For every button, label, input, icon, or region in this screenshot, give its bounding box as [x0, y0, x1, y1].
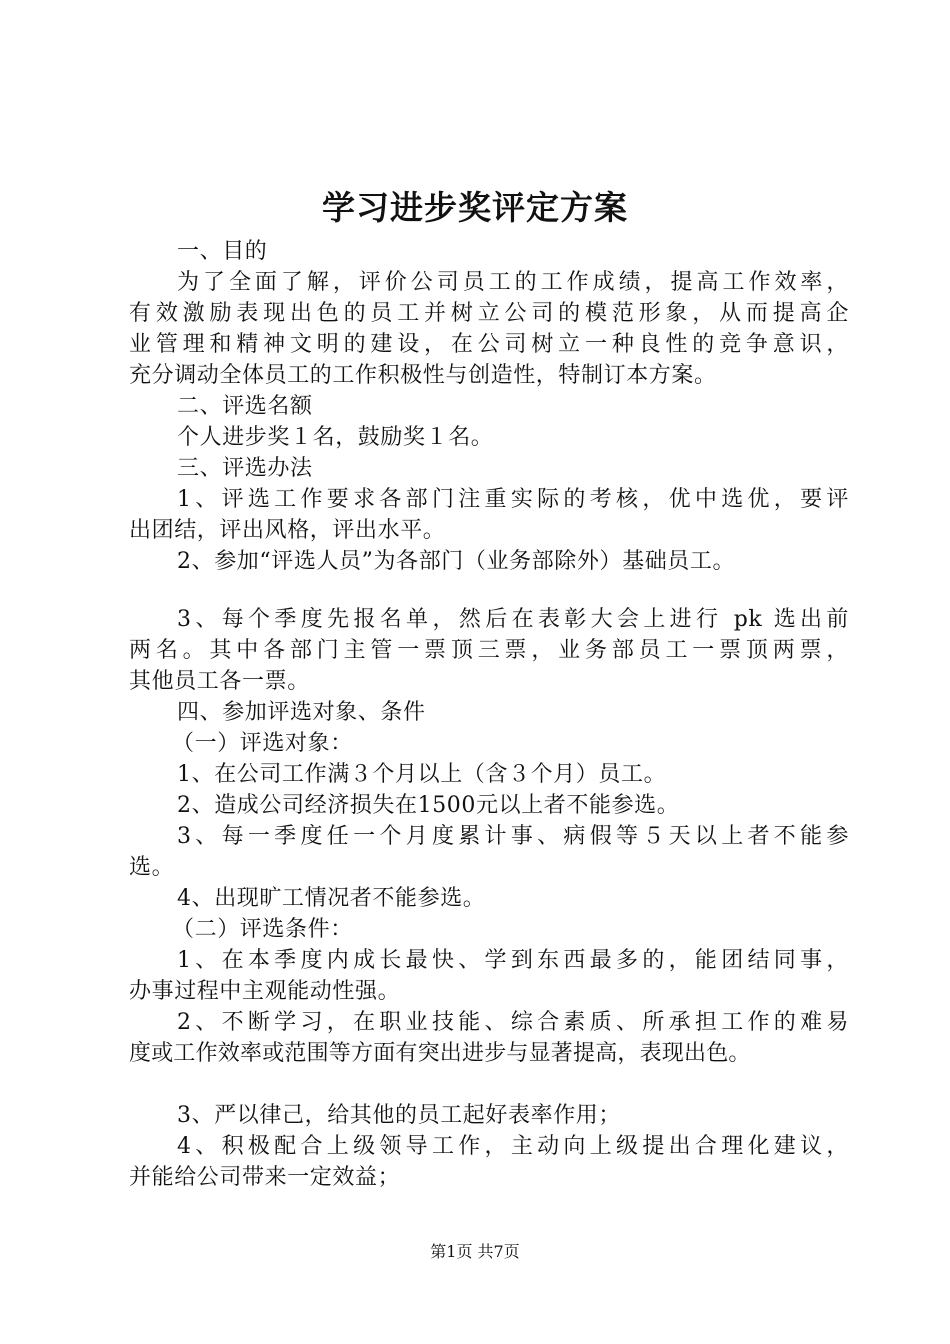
list-item: 度或工作效率或范围等方面有突出进步与显著提高，表现出色。 — [129, 1041, 751, 1066]
list-item: 选。 — [129, 855, 175, 880]
paragraph-line: 两名。其中各部门主管一票顶三票，业务部员工一票顶两票， — [129, 638, 849, 663]
subsection-heading: （二）评选条件： — [172, 917, 353, 942]
page-footer: 第1页 共7页 — [430, 1242, 520, 1261]
list-item: 办事过程中主观能动性强。 — [129, 979, 401, 1004]
list-item: 1、在本季度内成长最快、学到东西最多的，能团结同事， — [177, 948, 849, 973]
paragraph-line: 充分调动全体员工的工作积极性与创造性，特制订本方案。 — [129, 363, 717, 388]
paragraph-line: 3、每个季度先报名单，然后在表彰大会上进行 pk 选出前 — [177, 607, 849, 632]
list-item: 4、积极配合上级领导工作，主动向上级提出合理化建议， — [177, 1134, 849, 1159]
list-item: 4、出现旷工情况者不能参选。 — [177, 886, 486, 911]
page-title: 学习进步奖评定方案 — [322, 188, 628, 227]
paragraph-line: 业管理和精神文明的建设，在公司树立一种良性的竞争意识， — [129, 332, 849, 357]
section-heading: 四、参加评选对象、条件 — [177, 700, 426, 725]
subsection-heading: （一）评选对象： — [172, 731, 353, 756]
paragraph-line: 个人进步奖１名，鼓励奖１名。 — [177, 425, 494, 450]
list-item: 1、在公司工作满３个月以上（含３个月）员工。 — [177, 762, 667, 787]
list-item: 2、造成公司经济损失在1500元以上者不能参选。 — [177, 793, 680, 818]
list-item: 并能给公司带来一定效益； — [129, 1165, 401, 1190]
paragraph-line: 2、参加“评选人员”为各部门（业务部除外）基础员工。 — [177, 549, 736, 574]
list-item: 3、每一季度任一个月度累计事、病假等５天以上者不能参 — [177, 824, 849, 849]
list-item: 2、不断学习，在职业技能、综合素质、所承担工作的难易 — [177, 1010, 849, 1035]
list-item: 3、严以律己，给其他的员工起好表率作用； — [177, 1103, 621, 1128]
section-heading: 三、评选办法 — [177, 456, 313, 481]
paragraph-line: 出团结，评出风格，评出水平。 — [129, 518, 446, 543]
paragraph-line: 1、评选工作要求各部门注重实际的考核，优中选优，要评 — [177, 487, 849, 512]
paragraph-line: 其他员工各一票。 — [129, 669, 310, 694]
section-heading: 二、评选名额 — [177, 394, 313, 419]
paragraph-line: 有效激励表现出色的员工并树立公司的模范形象，从而提高企 — [129, 301, 849, 326]
paragraph-line: 为了全面了解，评价公司员工的工作成绩，提高工作效率， — [177, 270, 849, 295]
section-heading: 一、目的 — [177, 239, 268, 264]
